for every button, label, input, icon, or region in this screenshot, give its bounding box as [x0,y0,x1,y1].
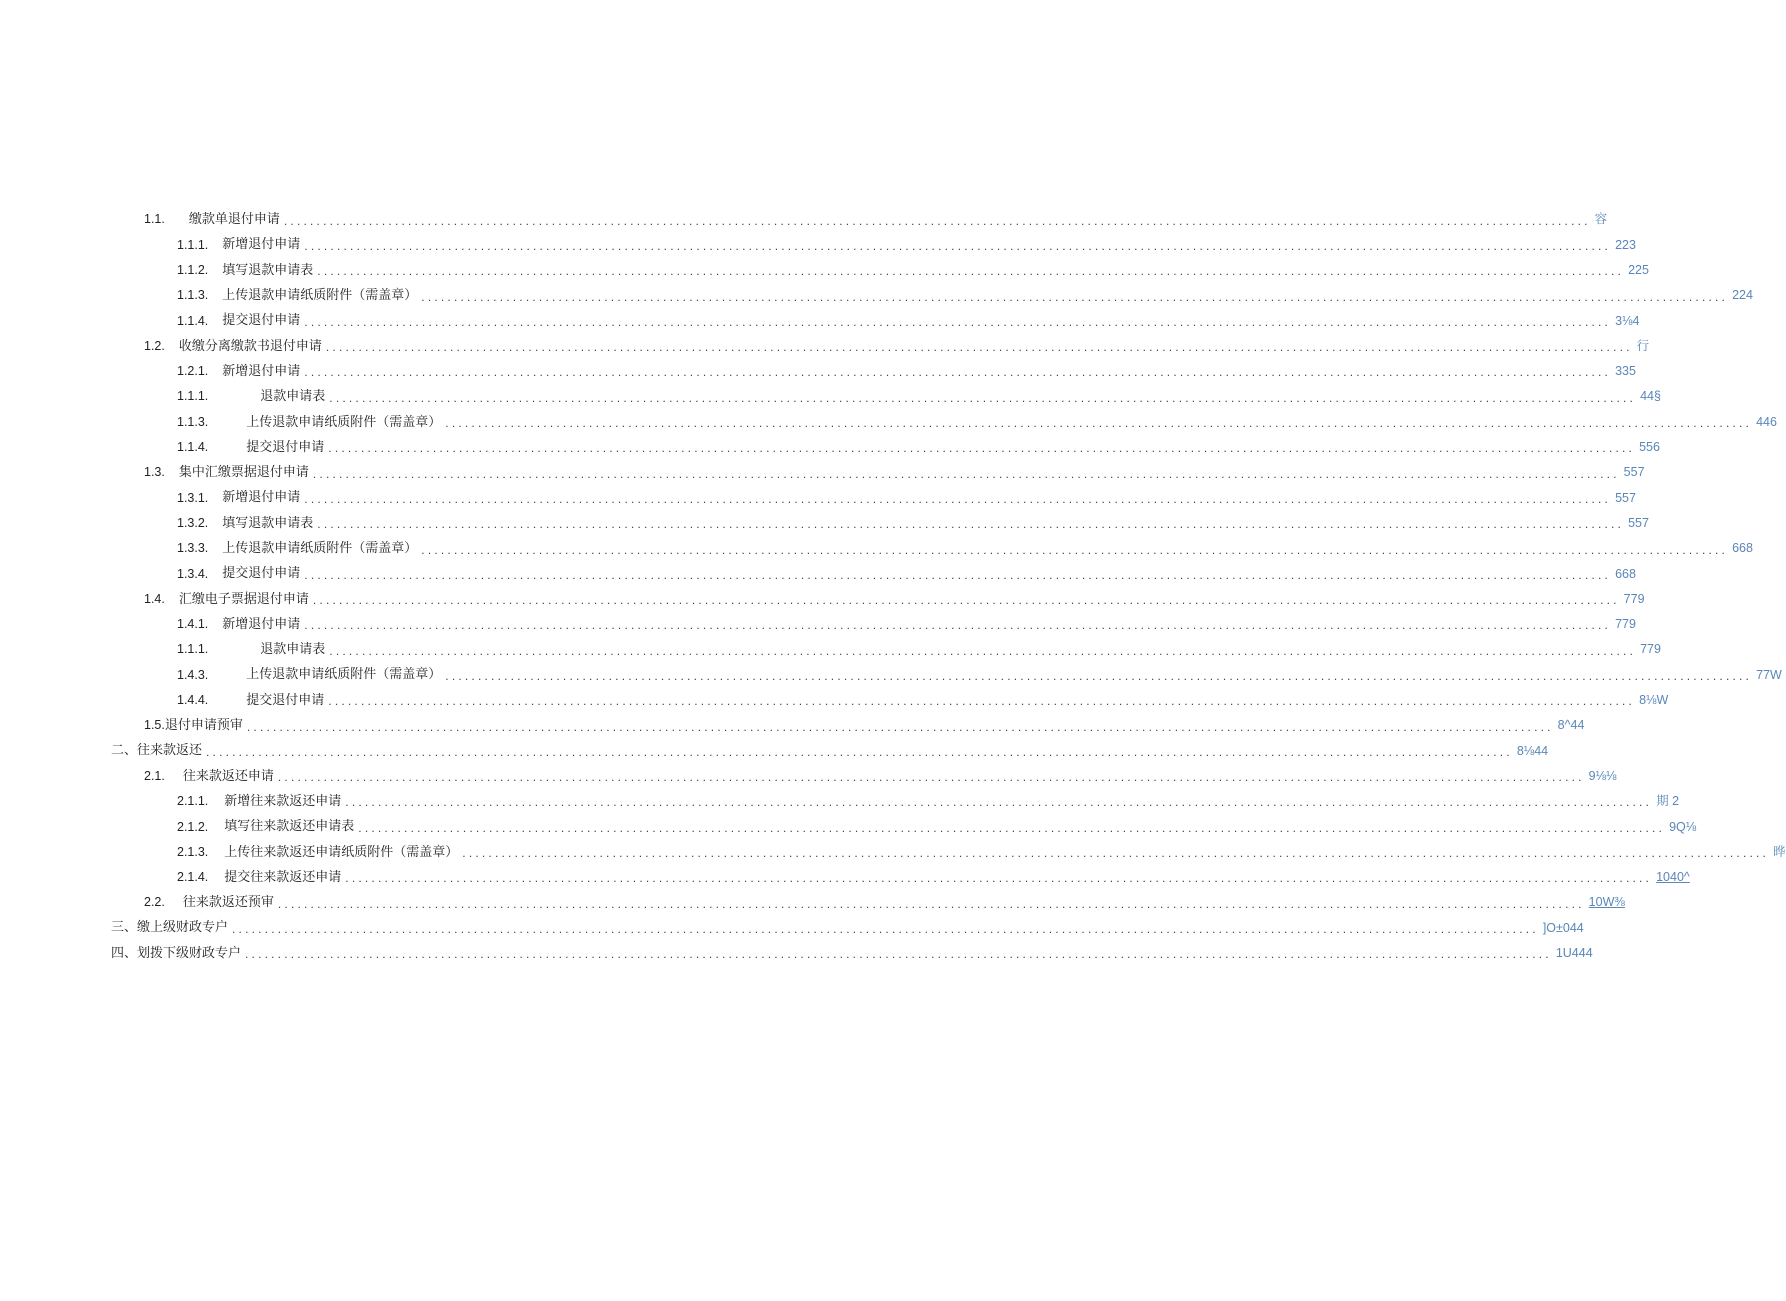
dot-leader: ........................................................................................................................................................................................................ [462,846,1770,861]
toc-entry-number: 1.3.4. [177,566,209,581]
toc-entry-page-number[interactable]: 10W⅜ [1588,895,1625,910]
toc-entry-page-number[interactable]: 行 [1636,338,1650,353]
dot-leader: ........................................................................................................................................................................................................ [329,390,1637,405]
toc-entry-page-number[interactable]: 335 [1615,364,1636,379]
toc-entry-title: 退付申请预审 [164,718,243,734]
toc-entry-page-number[interactable]: 557 [1615,490,1636,505]
toc-entry[interactable] [0,738,1549,763]
toc-entry-number: 1.1.3. [177,414,209,429]
toc-entry-number: 2.2. [144,895,165,910]
toc-entry[interactable] [0,308,1640,333]
toc-entry-page-number[interactable]: 9⅛⅛ [1588,768,1617,783]
toc-entry-page-number[interactable]: ]O±044 [1542,920,1584,935]
toc-entry-title: 填写退款申请表 [222,515,314,531]
toc-entry-number: 1.5. [144,718,165,733]
toc-entry-number: 1.3. [144,465,165,480]
toc-entry-title: 提交退付申请 [246,439,325,455]
toc-entry-title: 提交退付申请 [246,692,325,708]
toc-entry-number: 1.1. [144,212,165,227]
toc-entry-title: 提交退付申请 [222,313,301,329]
toc-entry[interactable] [0,460,1645,485]
toc-entry-page-number[interactable]: 9Q⅛ [1669,819,1697,834]
toc-entry-number: 1.2. [144,338,165,353]
toc-entry-page-number[interactable]: 容 [1594,212,1608,227]
toc-entry-title: 新增退付申请 [222,237,301,253]
dot-leader: ........................................................................................................................................................................................................ [304,365,1612,380]
toc-entry-number: 1.1.1. [177,389,209,404]
toc-entry[interactable] [0,865,1690,890]
dot-leader: ........................................................................................................................................................................................................ [304,567,1612,582]
toc-entry-page-number[interactable]: 44§ [1640,389,1661,404]
toc-entry-title: 上传往来款返还申请纸质附件（需盖章） [224,844,459,860]
toc-entry-page-number[interactable]: 557 [1628,515,1649,530]
toc-entry[interactable] [0,839,1786,864]
toc-entry-title: 退款申请表 [260,642,326,658]
toc-entry-title: 填写退款申请表 [222,262,314,278]
toc-entry[interactable] [0,409,1777,434]
toc-entry-title: 提交往来款返还申请 [224,869,342,885]
dot-leader: ........................................................................................................................................................................................................ [345,871,1653,886]
toc-entry-number: 1.1.4. [177,440,209,455]
dot-leader: ........................................................................................................................................................................................................ [312,466,1620,481]
toc-entry-page-number[interactable]: 668 [1732,541,1753,556]
dot-leader: ........................................................................................................................................................................................................ [277,770,1585,785]
toc-entry[interactable] [0,764,1617,789]
toc-entry-page-number[interactable]: 77W [1756,667,1782,682]
toc-entry[interactable] [0,511,1649,536]
toc-entry-page-number[interactable]: 1U444 [1555,946,1593,960]
dot-leader: ........................................................................................................................................................................................................ [304,238,1612,253]
toc-entry-number: 1.4.4. [177,693,209,708]
toc-entry[interactable] [0,662,1782,687]
toc-entry-number: 1.4. [144,591,165,606]
toc-entry-title: 四、划拨下级财政专户 [111,945,242,961]
toc-entry-number: 2.1.3. [177,844,209,859]
dot-leader: ........................................................................................................................................................................................................ [246,719,1554,734]
toc-entry-title: 上传退款申请纸质附件（需盖章） [222,541,418,556]
toc-entry[interactable] [0,688,1669,713]
toc-entry[interactable] [0,612,1636,637]
dot-leader: ........................................................................................................................................................................................................ [328,441,1636,456]
toc-entry[interactable] [0,586,1645,611]
toc-entry-number: 1.1.4. [177,313,209,328]
toc-entry-number: 2.1.4. [177,870,209,885]
toc-entry[interactable] [0,637,1661,662]
toc-entry-number: 2.1. [144,768,165,783]
toc-entry-title: 往来款返还预审 [182,895,274,911]
toc-entry-page-number[interactable]: 557 [1623,465,1645,480]
dot-leader: ........................................................................................................................................................................................................ [445,416,1753,431]
toc-entry-number: 1.2.1. [177,364,209,379]
toc-entry-page-number[interactable]: 1040^ [1656,870,1690,885]
toc-entry-page-number[interactable]: 668 [1615,566,1636,581]
toc-entry-page-number[interactable]: 8^44 [1557,718,1585,733]
toc-entry-number: 1.3.2. [177,515,209,530]
toc-entry[interactable] [0,890,1625,915]
toc-entry[interactable] [0,258,1649,283]
dot-leader: ........................................................................................................................................................................................................ [304,618,1612,633]
toc-entry-title: 提交退付申请 [222,566,301,582]
toc-entry-page-number[interactable]: 8⅛W [1639,693,1669,708]
dot-leader: ........................................................................................................................................................................................................ [421,289,1729,304]
toc-entry-page-number[interactable]: 225 [1628,262,1649,277]
toc-entry-page-number[interactable]: 3⅛4 [1615,313,1640,328]
toc-entry-page-number[interactable]: 446 [1756,414,1777,429]
toc-entry[interactable] [0,789,1680,814]
toc-entry[interactable] [0,941,1593,966]
dot-leader: ........................................................................................................................................................................................................ [345,795,1653,810]
toc-entry-title: 退款申请表 [260,389,326,405]
dot-leader: ........................................................................................................................................................................................................ [304,491,1612,506]
dot-leader: ........................................................................................................................................................................................................ [245,947,1552,962]
toc-entry-title: 缴款单退付申请 [188,212,280,228]
toc-entry[interactable] [0,485,1636,510]
toc-entry-title: 二、往来款返还 [111,743,203,759]
toc-entry-page-number[interactable]: 223 [1615,237,1636,252]
toc-entry-title: 汇缴电子票据退付申请 [178,591,309,607]
toc-entry-title: 上传退款申请纸质附件（需盖章） [246,667,442,683]
toc-entry-title: 收缴分离缴款书退付申请 [178,338,322,354]
toc-entry-page-number[interactable]: 晔 [1773,844,1786,859]
toc-entry-title: 填写往来款返还申请表 [224,819,355,835]
toc-entry[interactable] [0,384,1661,409]
dot-leader: ........................................................................................................................................................................................................ [317,264,1625,279]
dot-leader: ........................................................................................................................................................................................................ [358,820,1666,835]
toc-entry-title: 集中汇缴票据退付申请 [178,465,309,481]
dot-leader: ........................................................................................................................................................................................................ [283,213,1591,228]
toc-entry-title: 新增往来款返还申请 [224,793,342,809]
toc-entry[interactable] [0,207,1608,232]
dot-leader: ........................................................................................................................................................................................................ [329,643,1637,658]
toc-entry[interactable] [0,536,1753,561]
toc-entry-title: 往来款返还申请 [182,768,274,784]
toc-entry-title: 新增退付申请 [222,363,301,379]
table-of-contents [0,207,1786,966]
toc-entry[interactable] [0,283,1753,308]
toc-entry-title: 新增退付申请 [222,616,301,632]
toc-entry[interactable] [0,814,1697,839]
toc-entry-title: 新增退付申请 [222,490,301,506]
toc-entry-number: 2.1.2. [177,819,209,834]
dot-leader: ........................................................................................................................................................................................................ [304,314,1612,329]
toc-entry-number: 1.1.1. [177,642,209,657]
toc-entry[interactable] [0,359,1636,384]
toc-entry-page-number[interactable]: 556 [1639,440,1660,455]
dot-leader: ........................................................................................................................................................................................................ [312,593,1620,608]
toc-entry-page-number[interactable]: 期 2 [1656,794,1680,809]
toc-entry-title: 上传退款申请纸质附件（需盖章） [246,414,442,430]
toc-entry-title: 上传退款申请纸质附件（需盖章） [222,288,418,304]
dot-leader: ........................................................................................................................................................................................................ [317,517,1625,532]
toc-entry-number: 2.1.1. [177,794,209,809]
toc-entry-number: 1.1.1. [177,237,209,252]
toc-entry-number: 1.1.2. [177,262,209,277]
toc-entry-page-number[interactable]: 779 [1640,642,1661,657]
dot-leader: ........................................................................................................................................................................................................ [232,921,1539,936]
toc-entry-number: 1.3.3. [177,541,209,556]
toc-entry-page-number[interactable]: 779 [1615,617,1636,632]
toc-entry-number: 1.4.1. [177,617,209,632]
dot-leader: ........................................................................................................................................................................................................ [445,668,1753,683]
toc-entry-number: 1.3.1. [177,490,209,505]
toc-entry[interactable] [0,333,1650,358]
toc-entry-title: 三、缴上级财政专户 [111,920,229,936]
dot-leader: ........................................................................................................................................................................................................ [206,744,1513,759]
toc-entry-page-number[interactable]: 224 [1732,288,1753,303]
dot-leader: ........................................................................................................................................................................................................ [421,542,1729,557]
toc-entry[interactable] [0,232,1636,257]
dot-leader: ........................................................................................................................................................................................................ [277,896,1585,911]
toc-entry[interactable] [0,435,1660,460]
dot-leader: ........................................................................................................................................................................................................ [328,694,1636,709]
toc-entry-number: 1.4.3. [177,667,209,682]
toc-entry[interactable] [0,915,1584,940]
dot-leader: ........................................................................................................................................................................................................ [325,340,1633,355]
toc-entry[interactable] [0,713,1585,738]
toc-entry[interactable] [0,561,1636,586]
toc-entry-page-number[interactable]: 779 [1623,591,1645,606]
toc-entry-page-number[interactable]: 8⅛44 [1516,743,1549,758]
toc-entry-number: 1.1.3. [177,288,209,303]
